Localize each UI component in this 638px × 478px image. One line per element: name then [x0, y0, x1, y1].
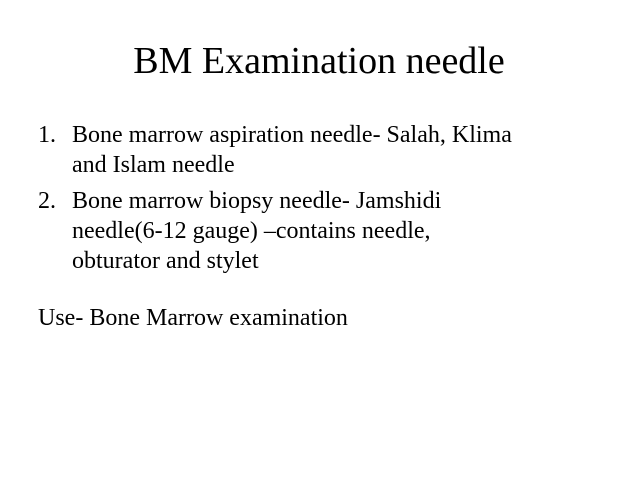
list-item-number: 2. [38, 188, 56, 214]
use-line: Use- Bone Marrow examination [38, 305, 348, 331]
list-item-line: and Islam needle [72, 152, 235, 178]
list-item-line: needle(6-12 gauge) –contains needle, [72, 218, 431, 244]
list-item [38, 186, 608, 276]
slide-title: BM Examination needle [133, 40, 505, 82]
list-item-line: obturator and stylet [72, 248, 259, 274]
list-item-line: Bone marrow biopsy needle- Jamshidi [72, 188, 442, 214]
needle-list [38, 120, 608, 282]
list-item-number: 1. [38, 122, 56, 148]
list-item [38, 120, 608, 180]
list-item-line: Bone marrow aspiration needle- Salah, Klima [72, 122, 512, 148]
